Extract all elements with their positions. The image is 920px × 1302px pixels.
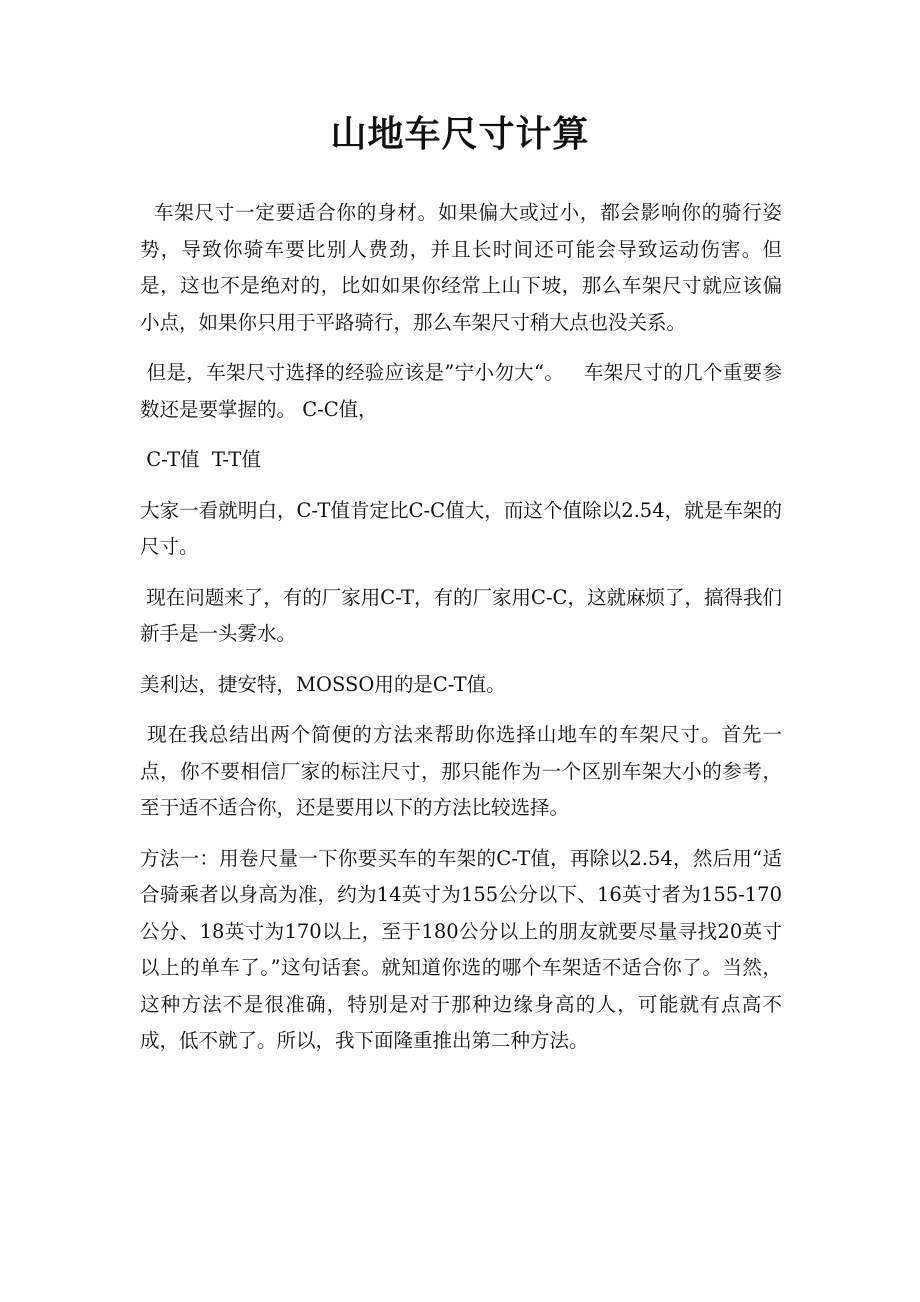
paragraph-problem: 现在问题来了，有的厂家用C-T，有的厂家用C-C，这就麻烦了，搞得我们新手是一头雾水。 — [140, 585, 782, 645]
paragraph-methods-intro: 现在我总结出两个简便的方法来帮助你选择山地车的车架尺寸。首先一点，你不要相信厂家的标注尺寸，那只能作为一个区别车架大小的参考，至于适不适合你，还是要用以下的方法比较选择。 — [140, 723, 782, 819]
paragraph-parameters: 但是，车架尺寸选择的经验应该是”宁小勿大“。 车架尺寸的几个重要参数还是要掌握的。 C-C值， — [140, 361, 782, 421]
page-title: 山地车尺寸计算 — [330, 113, 590, 155]
paragraph-ct-explanation: 大家一看就明白，C-T值肯定比C-C值大，而这个值除以2.54，就是车架的尺寸。 — [140, 498, 782, 558]
paragraph-intro: 车架尺寸一定要适合你的身材。如果偏大或过小，都会影响你的骑行姿势，导致你骑车要比别人费劲，并且长时间还可能会导致运动伤害。但是，这也不是绝对的，比如如果你经常上山下坡，那么车架尺寸就应该偏小点，如果你只用于平路骑行，那么车架尺寸稍大点也没关系。 — [140, 201, 782, 334]
document-body — [140, 195, 782, 1074]
paragraph-ct-tt: C-T值 T-T值 — [140, 448, 261, 471]
paragraph-brands: 美利达，捷安特，MOSSO用的是C-T值。 — [140, 672, 506, 696]
paragraph-method-one: 方法一：用卷尺量一下你要买车的车架的C-T值，再除以2.54，然后用“适合骑乘者以身高为准，约为14英寸为155公分以下、16英寸者为155-170公分、18英寸为170以上，至于180公分以上的朋友就要尽量寻找20英寸以上的单车了。”这句话套。就知道你选的哪个车架适不适合你了。当然，这种方法不是很准确，特别是对于那种边缘身高的人，可能就有点高不成，低不就了。所以，我下面隆重推出第二种方法。 — [140, 846, 782, 1052]
